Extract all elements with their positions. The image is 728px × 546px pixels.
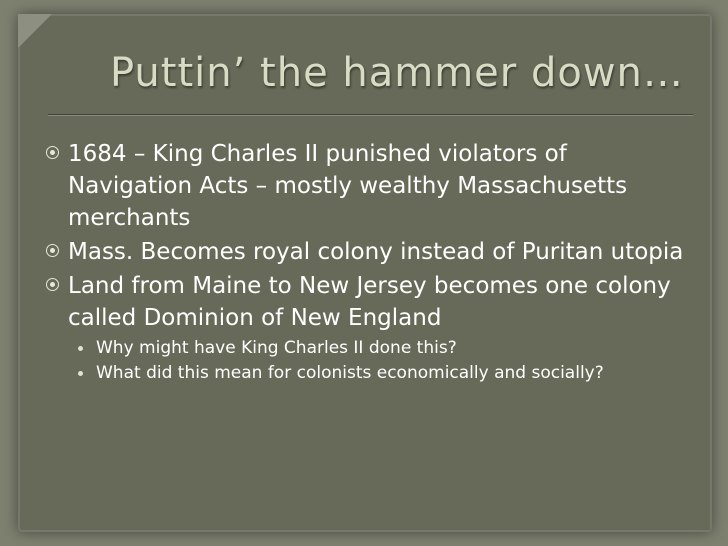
- dot-icon: [78, 346, 83, 351]
- dot-icon: [78, 371, 83, 376]
- sub-bullet-text: Why might have King Charles II done this?: [96, 338, 457, 358]
- bullet-item: [46, 270, 696, 384]
- sub-bullet-item: [78, 338, 696, 359]
- circle-dot-icon: [46, 278, 59, 291]
- bullet-text: 1684 – King Charles II punished violators of Navigation Acts – mostly wealthy Massachusetts merchants: [68, 141, 628, 231]
- title-divider: [48, 114, 693, 116]
- bullet-item: [46, 236, 696, 268]
- bullet-text: Land from Maine to New Jersey becomes one colony called Dominion of New England: [68, 273, 671, 331]
- circle-dot-icon: [46, 146, 59, 159]
- bullet-item: [46, 138, 696, 234]
- corner-fold: [18, 14, 52, 48]
- bullet-text: Mass. Becomes royal colony instead of Puritan utopia: [68, 239, 684, 265]
- sub-bullet-item: [78, 363, 696, 384]
- bullet-list: [46, 138, 696, 388]
- slide-title: Puttin’ the hammer down…: [110, 50, 684, 96]
- sub-bullet-text: What did this mean for colonists economically and socially?: [96, 363, 604, 383]
- sub-bullet-list: [68, 338, 696, 384]
- circle-dot-icon: [46, 244, 59, 257]
